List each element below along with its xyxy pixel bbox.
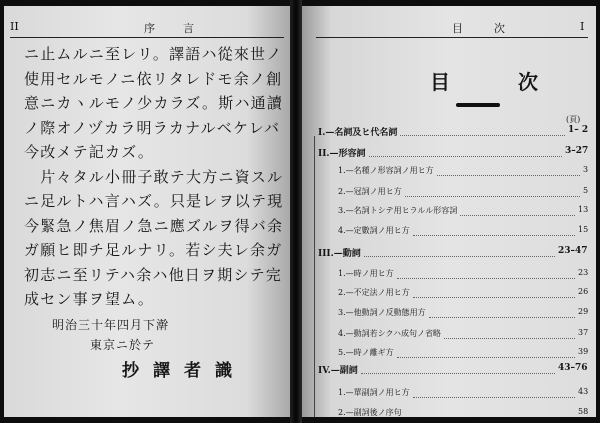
left-header-rule <box>10 37 284 38</box>
toc-entry-label: 3.—他動詞ノ反動態用方 <box>338 308 426 317</box>
left-page <box>4 6 290 417</box>
toc-left-rule <box>314 136 315 417</box>
toc-leader-dots <box>369 146 562 157</box>
toc-leader-dots <box>364 246 555 257</box>
page-column-header: (頁) <box>566 115 581 124</box>
toc-entry-label: IV.—副詞 <box>318 366 358 376</box>
toc-leader-dots <box>460 205 575 216</box>
toc-leader-dots <box>413 225 575 236</box>
toc-entry-label: 5.—時ノ離ギ方 <box>338 348 394 357</box>
toc-entry-page: 43 <box>578 387 589 396</box>
toc-entry-page: 37 <box>578 328 589 337</box>
preface-date: 明治三十年四月下澣 <box>52 318 170 332</box>
toc-entry-label: 1.—名種ノ形容詞ノ用ヒ方 <box>338 166 434 175</box>
left-page-number: II <box>10 20 19 33</box>
preface-place: 東京ニ於テ <box>90 338 156 352</box>
toc-entry-label: 4.—定數詞ノ用ヒ方 <box>338 226 410 235</box>
preface-line: 今改メテ記カズ。 <box>24 143 155 161</box>
preface-line: 使用セルモノニ依リタレドモ余ノ創 <box>24 69 283 88</box>
toc-entry-label: 4.—動詞若シクハ成句ノ省略 <box>338 329 441 338</box>
right-page <box>302 6 596 417</box>
preface-signature: 抄譯者識 <box>122 361 246 381</box>
toc-leader-dots <box>405 407 575 417</box>
right-header-rule <box>316 37 588 38</box>
toc-leader-dots <box>405 186 580 197</box>
toc-entry-page: 26 <box>578 287 589 296</box>
right-page-number: I <box>580 20 585 33</box>
toc-title: 目 次 <box>430 70 562 94</box>
toc-entry-label: 1.—時ノ用ヒ方 <box>338 269 394 278</box>
toc-leader-dots <box>397 347 575 358</box>
toc-entry-page: 15 <box>578 225 589 234</box>
toc-leader-dots <box>437 165 580 176</box>
toc-entry-label: II.—形容詞 <box>318 149 366 159</box>
toc-leader-dots <box>413 387 575 398</box>
toc-entry-page: 39 <box>578 347 589 356</box>
toc-entry-page: 29 <box>578 307 589 316</box>
toc-leader-dots <box>429 307 575 318</box>
toc-entry-label: 1.—單副詞ノ用ヒ方 <box>338 388 410 397</box>
toc-leader-dots <box>400 125 565 136</box>
toc-entry-page: 3 <box>583 165 589 174</box>
preface-text <box>24 42 283 312</box>
toc-entry-page: 3–27 <box>565 146 589 156</box>
toc-leader-dots <box>444 328 575 339</box>
toc-entry-label: 2.—不定法ノ用ヒ方 <box>338 288 410 297</box>
toc-entry-label: 3.—名詞トシテ用ヒラルル形容詞 <box>338 206 458 215</box>
toc-entry-label: 2.—副詞後ノ序句 <box>338 408 402 417</box>
toc-entry-label: I.—名詞及ヒ代名詞 <box>318 128 398 138</box>
toc-leader-dots <box>397 268 575 279</box>
preface-line: 初志ニ至リテハ余ハ他日ヲ期シテ完 <box>24 265 283 284</box>
preface-line: ノ際オノヅカラ明ラカナルベケレバ <box>24 118 281 137</box>
toc-entry-page: 23 <box>578 268 589 277</box>
right-running-header: 目 次 <box>452 22 508 35</box>
toc-leader-dots <box>413 287 575 298</box>
left-running-header: 序 言 <box>144 22 196 35</box>
toc-entry-page: 43–76 <box>558 363 588 373</box>
preface-line: 片々タル小冊子敢テ大方ニ資スル <box>24 167 284 186</box>
toc-entry-label: III.—動詞 <box>318 249 361 259</box>
preface-line: ニ足ルトハ言ハズ。只是レヲ以テ現 <box>24 192 284 210</box>
toc-entry-page: 5 <box>583 186 589 195</box>
toc-entry-page: 23–47 <box>558 246 588 256</box>
preface-line: 今緊急ノ焦眉ノ急ニ應ズルヲ得バ余 <box>24 216 284 235</box>
preface-line: 成セン事ヲ望ム。 <box>24 290 155 308</box>
title-ornament <box>456 103 500 107</box>
toc-entry-page: 13 <box>578 205 589 214</box>
preface-line: 意ニカヽルモノ少カラズ。斯ハ通讀 <box>24 94 284 112</box>
toc-entry-label: 2.—冠詞ノ用ヒ方 <box>338 187 402 196</box>
toc-leader-dots <box>361 363 555 374</box>
preface-line: ガ願ヒ即チ足ルナリ。若シ夫レ余ガ <box>24 241 283 259</box>
toc-entry-page: 1– 2 <box>568 125 589 135</box>
toc-entry-page: 58 <box>578 407 589 416</box>
book-gutter <box>290 0 302 423</box>
preface-line: ニ止ムルニ至レリ。譯語ハ從來世ノ <box>24 45 283 63</box>
